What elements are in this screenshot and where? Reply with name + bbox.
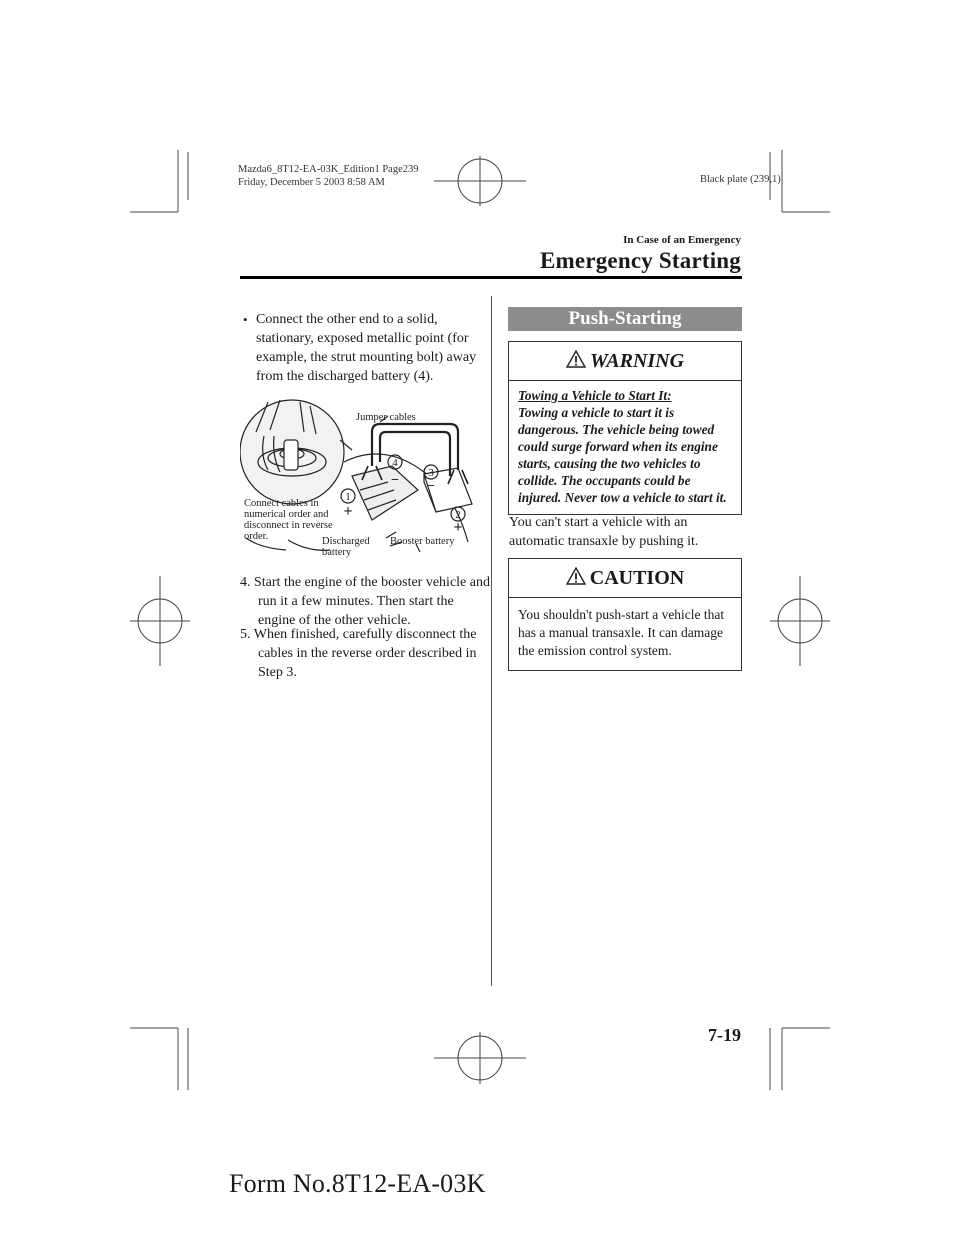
- warning-box: [508, 341, 742, 515]
- plus-sign-1: +: [343, 503, 353, 520]
- bullet-dot: •: [243, 312, 248, 327]
- caution-text: You shouldn't push-start a vehicle that has a manual transaxle. It can damage the emission control system.: [518, 607, 725, 658]
- caution-box: [508, 558, 742, 671]
- label-booster-battery: Booster battery: [390, 536, 455, 547]
- page-number: 7-19: [708, 1025, 741, 1045]
- label-connect-note: Connect cables in numerical order and disconnect in reverse order.: [244, 498, 333, 542]
- step-4: 4. Start the engine of the booster vehicle and run it a few minutes. Then start the engine of the other vehicle.: [240, 575, 490, 628]
- jump-start-illustration: [240, 392, 478, 564]
- plate-label: Black plate (239,1): [700, 174, 781, 185]
- caution-title: CAUTION: [589, 567, 685, 589]
- label-jumper-cables: Jumper cables: [356, 412, 416, 423]
- heading-rule: [240, 276, 742, 279]
- plus-sign-2: +: [453, 519, 463, 536]
- marker-4: 4: [392, 457, 398, 469]
- label-discharged-battery: Discharged battery: [322, 536, 370, 558]
- warning-header: [509, 342, 741, 381]
- marker-3: 3: [428, 467, 434, 479]
- step-5: 5. When finished, carefully disconnect the cables in the reverse order described in Step 3.: [240, 627, 477, 680]
- warning-icon: [566, 350, 586, 368]
- push-starting-banner: Push-Starting: [508, 307, 742, 331]
- minus-sign-2: −: [427, 479, 435, 494]
- minus-sign-1: −: [391, 473, 399, 488]
- bullet-text: Connect the other end to a solid, stationary, exposed metallic point (for example, the strut mounting bolt) away from the discharged battery (4).: [256, 312, 477, 384]
- page-heading: Emergency Starting: [540, 248, 741, 273]
- warning-subtitle: Towing a Vehicle to Start It:: [518, 388, 672, 403]
- section-title: In Case of an Emergency: [623, 234, 741, 246]
- warning-title: WARNING: [589, 350, 685, 372]
- slug-line-1: Mazda6_8T12-EA-03K_Edition1 Page239: [238, 164, 419, 175]
- push-start-paragraph: You can't start a vehicle with an automatic transaxle by pushing it.: [509, 515, 699, 549]
- warning-text: Towing a vehicle to start it is dangerous. The vehicle being towed could surge forward when its engine starts, causing the two vehicles to collide. The occupants could be injured. Never tow a vehicle to start it.: [518, 405, 727, 505]
- marker-2: 2: [455, 509, 461, 521]
- warning-body: [509, 381, 741, 514]
- bullet-item: [243, 310, 478, 386]
- slug-line-2: Friday, December 5 2003 8:58 AM: [238, 177, 385, 188]
- marker-1: 1: [345, 491, 351, 503]
- form-number: Form No.8T12-EA-03K: [229, 1169, 486, 1198]
- print-slug: [238, 163, 419, 189]
- caution-header: [509, 559, 741, 598]
- caution-icon: [566, 567, 586, 585]
